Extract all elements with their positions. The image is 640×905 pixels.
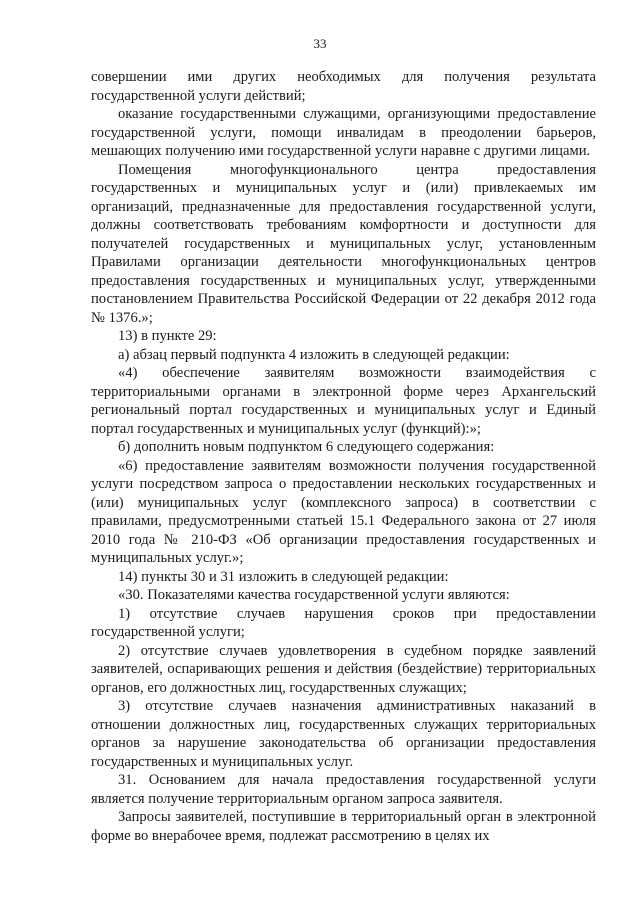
document-body (91, 68, 596, 845)
paragraph-subitem-b: б) дополнить новым подпунктом 6 следующего содержания: (118, 439, 495, 455)
paragraph-mfc-premises: Помещения многофункционального центра предоставления государственных и муниципальных услуг и (или) привлекаемых им организаций, предназначенные для предоставления государственной услуги, должны соответствовать требованиям комфортности и доступности для получателей государственных и муниципальных услуг, установленным Правилами организации деятельности многофункциональных центров предоставления государственных и муниципальных услуг, утвержденными постановлением Правительства Российской Федерации от 22 декабря 2012 года № 1376.»; (91, 161, 596, 326)
paragraph-item-13: 13) в пункте 29: (118, 328, 217, 344)
paragraph-continuation: совершении ими других необходимых для получения результата государственной услуги действий; (91, 69, 596, 104)
paragraph-indicator-1: 1) отсутствие случаев нарушения сроков при предоставлении государственной услуги; (91, 605, 596, 640)
paragraph-indicator-3: 3) отсутствие случаев назначения административных наказаний в отношении должностных лиц, государственных служащих территориальных органов за нарушение законодательства об организации предоставления государственных и муниципальных услуг. (91, 698, 596, 770)
paragraph-assistance: оказание государственными служащими, организующими предоставление государственной услуги, помощи инвалидам в преодолении барьеров, мешающих получению ими государственной услуги наравне с другими лицами. (91, 106, 596, 159)
page-number: 33 (313, 36, 327, 51)
paragraph-quote-4: «4) обеспечение заявителям возможности взаимодействия с территориальными органами в электронной форме через Архангельский региональный портал государственных и муниципальных услуг и Единый портал государственных и муниципальных услуг (функций):»; (91, 365, 596, 437)
paragraph-clause-30: «30. Показателями качества государственной услуги являются: (118, 587, 510, 603)
paragraph-quote-6: «6) предоставление заявителям возможности получения государственной услуги посредством запроса о предоставлении нескольких государственных и (или) муниципальных услуг (комплексного запроса) в соответствии с правилами, предусмотренными статьей 15.1 Федерального закона от 27 июля 2010 года № 210-ФЗ «Об организации предоставления государственных и муниципальных услуг.»; (91, 457, 596, 566)
paragraph-clause-31: 31. Основанием для начала предоставления государственной услуги является получение территориальным органом запроса заявителя. (91, 772, 596, 807)
paragraph-requests: Запросы заявителей, поступившие в территориальный орган в электронной форме во внерабочее время, подлежат рассмотрению в целях их (91, 809, 596, 844)
paragraph-item-14: 14) пункты 30 и 31 изложить в следующей редакции: (118, 568, 449, 585)
paragraph-subitem-a: а) абзац первый подпункта 4 изложить в следующей редакции: (118, 346, 510, 363)
paragraph-indicator-2: 2) отсутствие случаев удовлетворения в судебном порядке заявлений заявителей, оспаривающих решения и действия (бездействие) территориальных органов, его должностных лиц, государственных служащих; (91, 642, 596, 696)
